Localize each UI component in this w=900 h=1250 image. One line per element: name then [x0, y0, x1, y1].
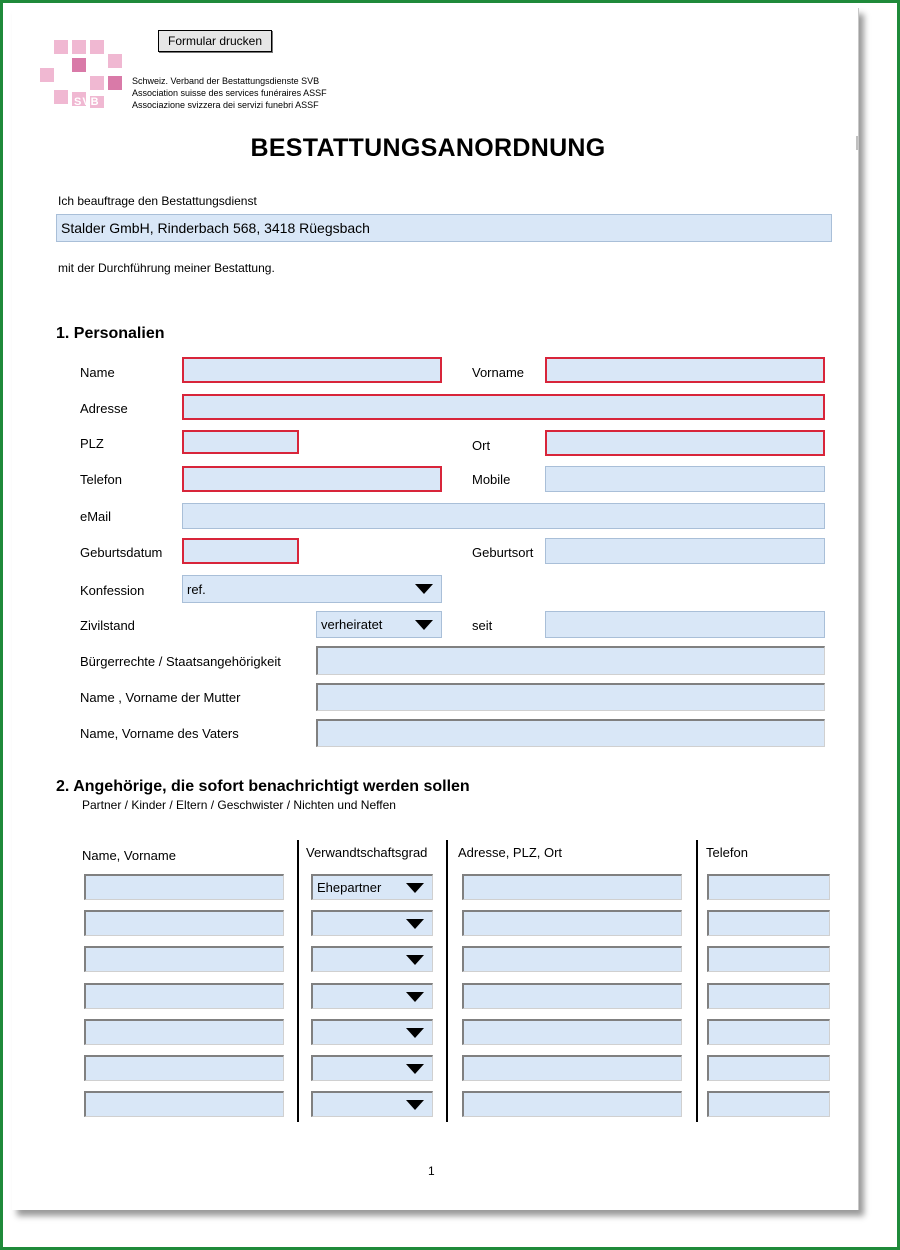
relation-select[interactable]: [311, 1091, 433, 1117]
label-ort: Ort: [472, 438, 491, 453]
label-email: eMail: [80, 509, 112, 524]
chevron-down-icon[interactable]: [406, 919, 424, 929]
label-zivilstand: Zivilstand: [80, 618, 135, 633]
relation-value: Ehepartner: [317, 880, 382, 895]
plz-field[interactable]: [182, 430, 299, 454]
intro-text: Ich beauftrage den Bestattungsdienst: [58, 194, 257, 208]
association-line-1: Schweiz. Verband der Bestattungsdienste SVB: [132, 76, 320, 86]
association-line-3: Associazione svizzera dei servizi funebri ASSF: [132, 100, 319, 110]
relative-address-field[interactable]: [462, 874, 682, 900]
column-divider: [297, 840, 299, 1122]
intro-text-2: mit der Durchführung meiner Bestattung.: [58, 261, 275, 275]
relative-phone-field[interactable]: [707, 983, 830, 1009]
chevron-down-icon[interactable]: [406, 955, 424, 965]
seit-field[interactable]: [545, 611, 825, 638]
label-konfession: Konfession: [80, 583, 145, 598]
adresse-field[interactable]: [182, 394, 825, 420]
relative-phone-field[interactable]: [707, 946, 830, 972]
relative-address-field[interactable]: [462, 946, 682, 972]
chevron-down-icon[interactable]: [406, 1028, 424, 1038]
geburtsort-field[interactable]: [545, 538, 825, 564]
label-buergerrechte: Bürgerrechte / Staatsangehörigkeit: [80, 654, 281, 669]
relative-phone-field[interactable]: [707, 1091, 830, 1117]
relation-select[interactable]: [311, 946, 433, 972]
chevron-down-icon[interactable]: [415, 584, 433, 594]
relative-address-field[interactable]: [462, 910, 682, 936]
chevron-down-icon[interactable]: [406, 1064, 424, 1074]
telefon-field[interactable]: [182, 466, 442, 492]
label-adresse: Adresse: [80, 401, 128, 416]
label-plz: PLZ: [80, 436, 104, 451]
relative-name-field[interactable]: [84, 1019, 284, 1045]
chevron-down-icon[interactable]: [406, 1100, 424, 1110]
label-geburtsort: Geburtsort: [472, 545, 534, 560]
relative-address-field[interactable]: [462, 1091, 682, 1117]
funeral-provider-field[interactable]: Stalder GmbH, Rinderbach 568, 3418 Rüegsbach: [56, 214, 832, 242]
column-header-address: Adresse, PLZ, Ort: [458, 845, 563, 860]
relative-name-field[interactable]: [84, 874, 284, 900]
column-divider: [446, 840, 448, 1122]
label-vater: Name, Vorname des Vaters: [80, 726, 239, 741]
association-line-2: Association suisse des services funéraires ASSF: [132, 88, 327, 98]
relative-name-field[interactable]: [84, 1091, 284, 1117]
email-field[interactable]: [182, 503, 825, 529]
label-geburtsdatum: Geburtsdatum: [80, 545, 163, 560]
section-2-subheading: Partner / Kinder / Eltern / Geschwister / Nichten und Neffen: [82, 798, 396, 812]
label-telefon: Telefon: [80, 472, 122, 487]
zivilstand-select[interactable]: [316, 611, 442, 638]
section-2-heading: 2. Angehörige, die sofort benachrichtigt werden sollen: [56, 778, 470, 795]
chevron-down-icon[interactable]: [406, 992, 424, 1002]
mobile-field[interactable]: [545, 466, 825, 492]
label-seit: seit: [472, 618, 493, 633]
label-name: Name: [80, 365, 115, 380]
zivilstand-value: verheiratet: [321, 617, 383, 632]
konfession-select[interactable]: [182, 575, 442, 603]
relative-phone-field[interactable]: [707, 874, 830, 900]
ort-field[interactable]: [545, 430, 825, 456]
konfession-value: ref.: [187, 581, 206, 597]
logo-text: SVB: [74, 96, 100, 108]
relation-select[interactable]: [311, 983, 433, 1009]
relation-select[interactable]: [311, 1019, 433, 1045]
relation-select[interactable]: [311, 910, 433, 936]
relative-phone-field[interactable]: [707, 1055, 830, 1081]
scroll-marker: [856, 136, 858, 150]
column-header-name: Name, Vorname: [82, 848, 176, 863]
geburtsdatum-field[interactable]: [182, 538, 299, 564]
chevron-down-icon[interactable]: [415, 620, 433, 630]
relative-address-field[interactable]: [462, 1055, 682, 1081]
relative-name-field[interactable]: [84, 1055, 284, 1081]
name-field[interactable]: [182, 357, 442, 383]
label-mobile: Mobile: [472, 472, 511, 487]
chevron-down-icon[interactable]: [406, 883, 424, 893]
relation-select[interactable]: [311, 1055, 433, 1081]
column-divider: [696, 840, 698, 1122]
relative-phone-field[interactable]: [707, 910, 830, 936]
relative-phone-field[interactable]: [707, 1019, 830, 1045]
print-form-button[interactable]: Formular drucken: [158, 30, 272, 52]
relative-address-field[interactable]: [462, 1019, 682, 1045]
buergerrechte-field[interactable]: [316, 646, 825, 675]
label-mutter: Name , Vorname der Mutter: [80, 690, 241, 705]
vorname-field[interactable]: [545, 357, 825, 383]
section-1-heading: 1. Personalien: [56, 325, 165, 342]
column-header-phone: Telefon: [706, 845, 748, 860]
label-vorname: Vorname: [472, 365, 525, 380]
page-number: 1: [428, 1164, 435, 1178]
column-header-relation: Verwandtschaftsgrad: [306, 845, 428, 860]
vater-field[interactable]: [316, 719, 825, 747]
relative-address-field[interactable]: [462, 983, 682, 1009]
relative-name-field[interactable]: [84, 910, 284, 936]
relation-select[interactable]: [311, 874, 433, 900]
relative-name-field[interactable]: [84, 983, 284, 1009]
mutter-field[interactable]: [316, 683, 825, 711]
page-title: BESTATTUNGSANORDNUNG: [250, 134, 606, 162]
relative-name-field[interactable]: [84, 946, 284, 972]
